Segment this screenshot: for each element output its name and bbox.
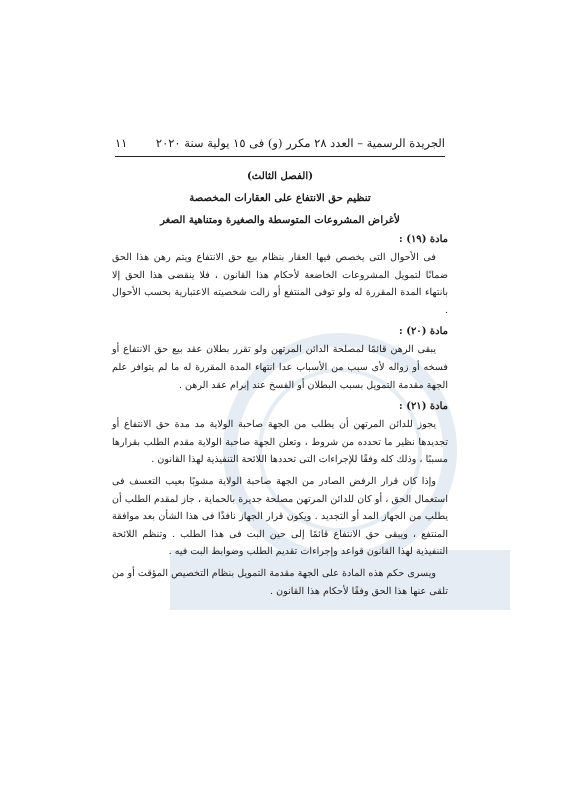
article-heading: مادة (١٩) :	[399, 234, 448, 245]
article-paragraph	[112, 341, 448, 394]
paragraph-text: ويسرى حكم هذه المادة على الجهة مقدمة التمويل بنظام التخصيص المؤقت أو من تلقى عنها هذا الحق وفقًا لأحكام هذا القانون .	[112, 567, 448, 597]
paragraph-text: فى الأحوال التى يخصص فيها العقار بنظام بيع حق الانتفاع ويتم رهن هذا الحق ضمانًا لتمويل المشروعات الخاضعة لأحكام هذا القانون ، فلا ينقضى هذا الحق إلا بانتهاء المدة المقررة له ولو توفى المنتفع أو زالت شخصيته الاعتبارية بحسب الأحوال .	[112, 252, 448, 316]
paragraph-text: وإذا كان قرار الرفض الصادر من الجهة صاحبة الولاية مشوبًا بعيب التعسف فى استعمال الحق ، أو كان للدائن المرتهن مصلحة جديرة بالحماية ، جاز لمقدم الطلب أن يطلب من الجهاز المد أو التجديد . ويكون قرار الجهاز نافذًا فى هذا الشأن بعد موافقة المنتفع ، ويبقى حق الانتفاع قائمًا إلى حين البت فى هذا الطلب . وتنظم اللائحة التنفيذية لهذا القانون قواعد وإجراءات تقديم الطلب وضوابط البت فيه .	[112, 475, 448, 558]
chapter-subtitle: تنظيم حق الانتفاع على العقارات المخصصة	[189, 192, 371, 204]
article-paragraph	[112, 473, 448, 561]
page-header	[115, 133, 445, 153]
paragraph-text: يبقى الرهن قائمًا لمصلحة الدائن المرتهن ولو تقرر بطلان عقد بيع حق الانتفاع أو فسخه أو زواله لأى سبب من الأسباب عدا انتهاء المدة المقررة له ما لم يتوافر علم الجهة مقدمة التمويل بسبب البطلان أو الفسخ عند إبرام عقد الرهن .	[112, 344, 448, 391]
document-body	[112, 165, 448, 604]
article-paragraph	[112, 565, 448, 600]
article-heading: مادة (٢٠) :	[399, 326, 448, 338]
article-paragraph	[112, 249, 448, 319]
publication-title: الجريدة الرسمية – العدد ٢٨ مكرر (و) فى ١٥ يولية سنة ٢٠٢٠	[155, 136, 445, 150]
chapter-title: (الفصل الثالث)	[246, 170, 314, 182]
header-divider	[115, 156, 445, 157]
page-number: ١١	[115, 136, 128, 150]
chapter-subtitle: لأغراض المشروعات المتوسطة والصغيرة ومتناهية الصغر	[160, 214, 400, 226]
article-paragraph	[112, 416, 448, 469]
article-heading: مادة (٢١) :	[399, 401, 448, 413]
paragraph-text: يجوز للدائن المرتهن أن يطلب من الجهة صاحبة الولاية مد مدة حق الانتفاع أو تجديدها نظير ما تحدده من شروط ، وتعلن الجهة صاحبة الولاية مقدم الطلب بقرارها مسببًا ، وذلك كله وفقًا للإجراءات التى تحددها اللائحة التنفيذية لهذا القانون .	[112, 419, 448, 466]
